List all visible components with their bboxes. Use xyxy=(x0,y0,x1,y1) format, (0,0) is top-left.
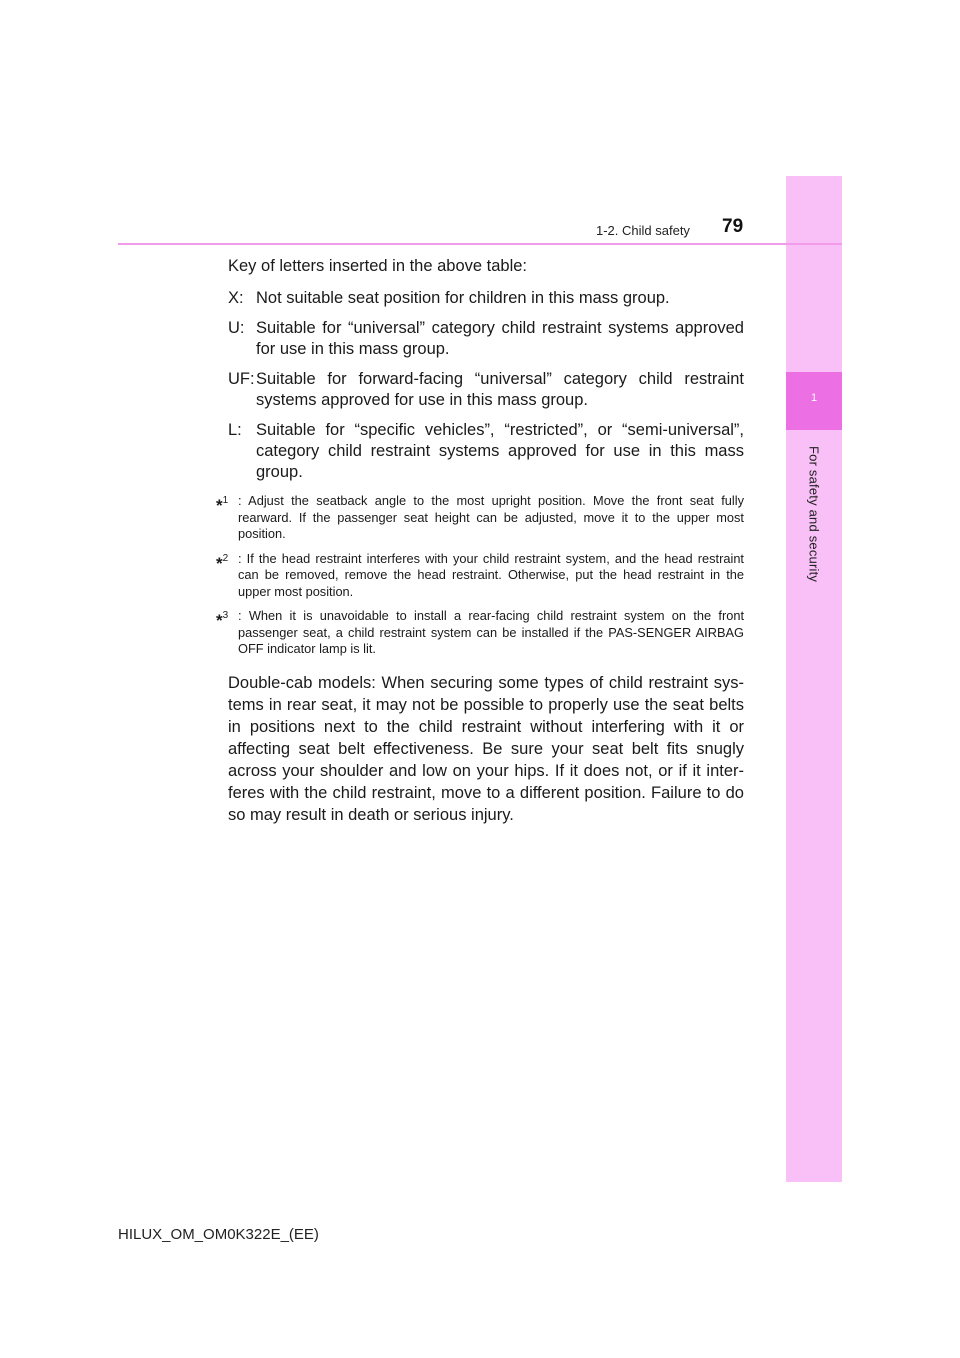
key-item-x xyxy=(228,288,744,309)
asterisk-glyph: * xyxy=(216,496,223,515)
asterisk-glyph: * xyxy=(216,611,223,630)
section-title: 1-2. Child safety xyxy=(596,223,690,238)
footnote-marker xyxy=(216,493,238,543)
key-item-l xyxy=(228,420,744,483)
key-item-u xyxy=(228,318,744,360)
footnote-number: 1 xyxy=(222,495,229,506)
page-content xyxy=(216,250,744,826)
key-intro: Key of letters inserted in the above table: xyxy=(228,257,528,275)
double-cab-paragraph: Double-cab models: When securing some types of child restraint sys-tems in rear seat, it may not be possible to properly use the seat belts in positions next to the child restraint without interfering with it or affecting seat belt effectiveness. Be sure your seat belt fits snugly across your shoulder and low on your hips. If it does not, or if it inter-feres with the child restraint, move to a different position. Failure to do so may result in death or serious injury. xyxy=(228,673,744,824)
footnotes xyxy=(216,493,744,658)
key-text: Suitable for “specific vehicles”, “restricted”, or “semi-universal”, category child restraint systems approved for use in this mass group. xyxy=(256,421,744,481)
key-letter: X: xyxy=(228,289,244,307)
key-item-uf xyxy=(228,369,744,411)
chapter-label xyxy=(799,446,829,766)
key-letter: U: xyxy=(228,319,245,337)
footnote-marker xyxy=(216,551,238,601)
footnote-3 xyxy=(216,608,744,658)
footnote-number: 2 xyxy=(222,552,229,564)
footnote-marker xyxy=(216,608,238,658)
key-text: Not suitable seat position for children in this mass group. xyxy=(256,289,670,307)
chapter-label-text: For safety and security xyxy=(806,446,822,583)
footnote-2 xyxy=(216,551,744,601)
document-code-footer: HILUX_OM_OM0K322E_(EE) xyxy=(118,1226,319,1243)
asterisk-glyph: * xyxy=(216,553,223,573)
footnote-1 xyxy=(216,493,744,543)
footnote-text: : Adjust the seatback angle to the most upright position. Move the front seat fully rearward. If the passenger seat height can be adjusted, move it to the upper most position. xyxy=(238,493,744,541)
chapter-tab-active xyxy=(786,372,842,430)
header-rule xyxy=(118,243,842,245)
key-text: Suitable for forward-facing “universal” category child restraint systems approved for use in this mass group. xyxy=(256,370,744,409)
key-text: Suitable for “universal” category child restraint systems approved for use in this mass group. xyxy=(256,319,744,358)
footnote-text: : When it is unavoidable to install a rear-facing child restraint system on the front passenger seat, a child restraint system can be installed if the PAS-SENGER AIRBAG OFF indicator lamp is lit. xyxy=(238,608,744,656)
footnote-text: : If the head restraint interferes with your child restraint system, and the head restraint can be removed, remove the head restraint. Otherwise, put the head restraint in the upper most position. xyxy=(238,550,744,599)
key-letter: UF: xyxy=(228,370,255,388)
page-number: 79 xyxy=(722,216,744,237)
key-letter: L: xyxy=(228,421,242,439)
chapter-number: 1 xyxy=(810,392,818,404)
chapter-side-tab xyxy=(786,176,842,1182)
footnote-number: 3 xyxy=(222,610,229,621)
